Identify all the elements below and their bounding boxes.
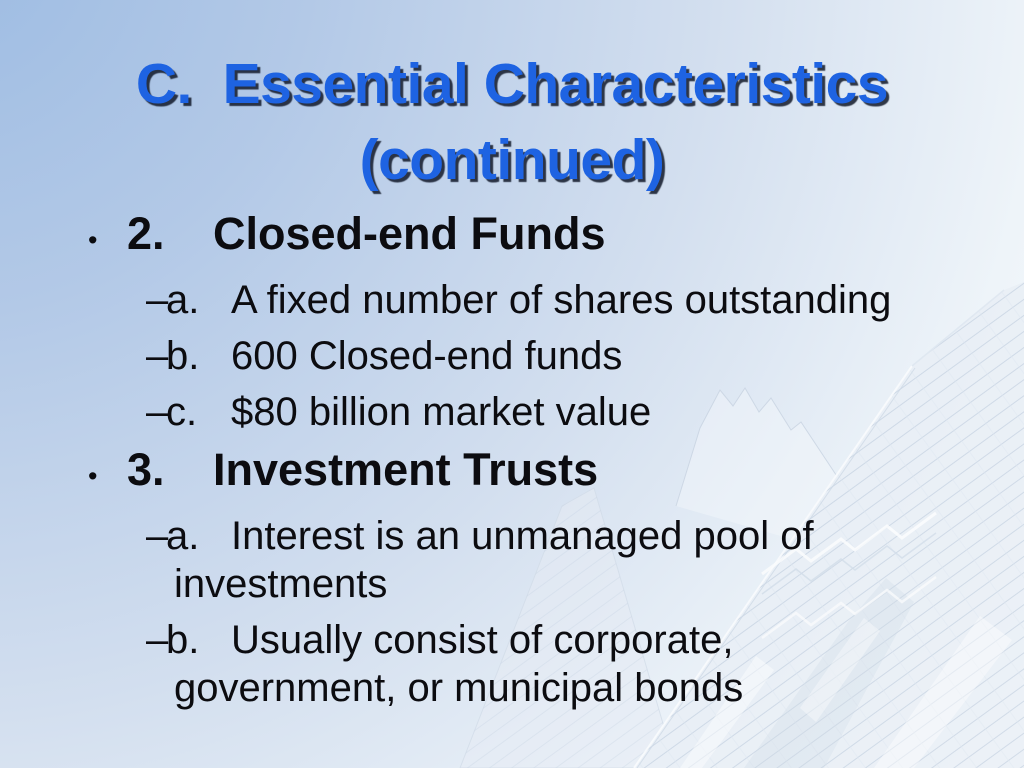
- dash-glyph: –: [146, 514, 169, 558]
- sub-item-text: Interest is an unmanaged pool of investments: [174, 514, 814, 606]
- bullet-glyph: •: [88, 225, 98, 255]
- bullet-label: Closed-end Funds: [213, 208, 606, 259]
- dash-glyph: –: [146, 618, 169, 662]
- sub-item-text: A fixed number of shares outstanding: [231, 278, 892, 322]
- sub-item-marker: a.: [166, 278, 200, 322]
- bullet-marker: 3.: [127, 444, 165, 495]
- sub-item-text: Usually consist of corporate, government, or municipal bonds: [174, 618, 744, 710]
- sub-item: [146, 512, 920, 608]
- sub-item-text: 600 Closed-end funds: [231, 334, 623, 378]
- slide-body: [88, 208, 920, 720]
- sub-item-marker: b.: [166, 334, 200, 378]
- slide-title-line-2: (continued): [359, 128, 665, 193]
- sub-item-marker: b.: [166, 618, 200, 662]
- dash-glyph: –: [146, 390, 169, 434]
- slide-title-line-1: C. Essential Characteristics: [135, 52, 889, 116]
- sub-item: [146, 616, 920, 712]
- bullet-marker: 2.: [127, 208, 165, 259]
- bullet-item-closed-end-funds: [88, 208, 920, 266]
- sub-item: [146, 332, 920, 380]
- bullet-label: Investment Trusts: [213, 444, 599, 495]
- sub-item: [146, 388, 920, 436]
- slide-title: [0, 46, 1024, 199]
- sub-item-marker: a.: [166, 514, 200, 558]
- sub-item: [146, 276, 920, 324]
- sub-item-text: $80 billion market value: [231, 390, 652, 434]
- dash-glyph: –: [146, 278, 169, 322]
- bullet-item-investment-trusts: [88, 444, 920, 502]
- dash-glyph: –: [146, 334, 169, 378]
- sub-item-marker: c.: [166, 390, 198, 434]
- bullet-glyph: •: [88, 461, 98, 491]
